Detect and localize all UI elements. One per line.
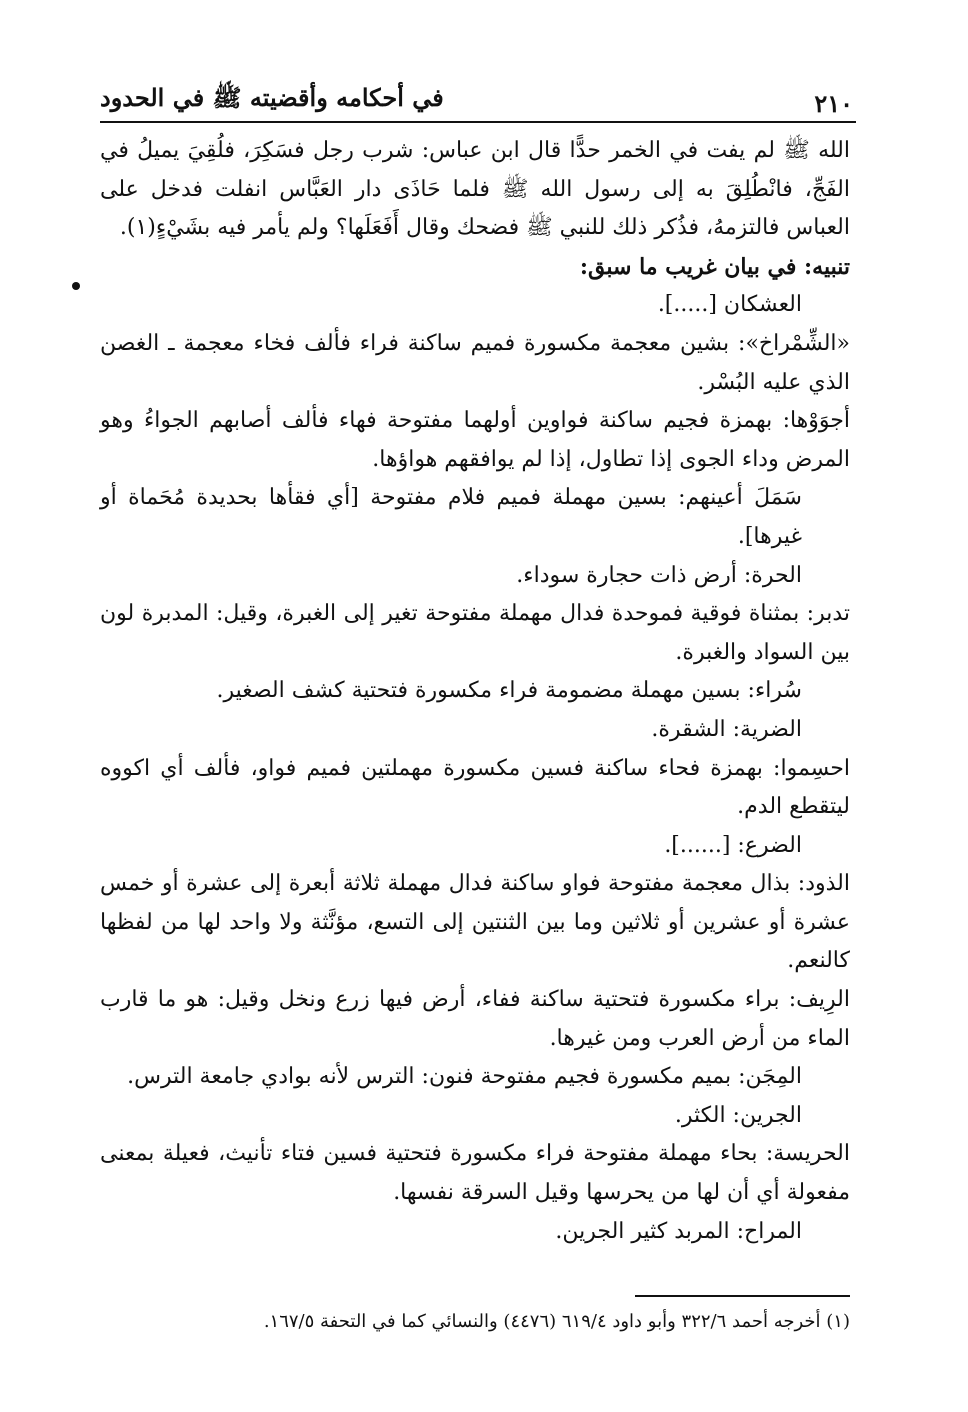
text-line: ذلك للنبي ﷺ فضحك وقال أَفَعَلَها؟ ولم يأمر فيه بشَيْءٍ(١). <box>119 215 648 241</box>
glossary-entry <box>100 1097 850 1136</box>
section-heading: تنبيه: في بيان غريب ما سبق: <box>579 253 850 280</box>
text-line: سَمَلَ أعينهم: بسين مهملة فميم فلام مفتوحة [أي فقأها بحديدة مُحَماة أو غيرها]. <box>100 485 802 549</box>
text-line: عليه البُسْر. <box>697 369 802 395</box>
footnote-rule <box>635 1295 850 1297</box>
text-line: المِجَن: بميم مكسورة فجيم مفتوحة فنون: الترس لأنه بوادي جامعة الترس. <box>127 1064 802 1090</box>
glossary-entry <box>100 479 850 556</box>
margin-dot <box>72 282 80 290</box>
text-line: عشرة أو عشرين أو ثلاثين وما بين الثنتين إلى التسع، مؤنَّثة ولا واحد لها من لفظها كالنعم. <box>100 909 850 974</box>
glossary-entry <box>100 672 850 711</box>
text-line: الماء من أرض العرب ومن غيرها. <box>549 1025 850 1051</box>
glossary-entry <box>100 865 850 981</box>
main-text <box>100 132 850 1251</box>
text-line: الجرين: الكثر. <box>674 1102 802 1128</box>
glossary-entry <box>100 750 850 827</box>
glossary-entry <box>100 1058 850 1097</box>
text-line: احسِموا: بهمزة فحاء ساكنة فسين مكسورة مهملتين فميم فواو، فألف أي اكووه <box>100 755 850 781</box>
text-line: المراح: المربد كثير الجرين. <box>555 1218 802 1244</box>
glossary-entry <box>100 981 850 1058</box>
text-line: الضرع: [......]. <box>664 832 802 858</box>
glossary-entry <box>100 325 850 402</box>
text-line: تدبر: بمثناة فوقية فموحدة فدال مهملة مفتوحة تغير إلى الغبرة، وقيل: المدبرة لون بين <box>100 601 850 665</box>
text-line: الذود: بذال معجمة مفتوحة فواو ساكنة فدال مهملة ثلاثة أبعرة إلى عشرة أو خمس <box>100 871 850 897</box>
glossary-entry <box>100 595 850 672</box>
page-number: ٢١٠ <box>814 89 853 118</box>
text-line: أجوَوْها: بهمزة فجيم ساكنة فواوين أولهما مفتوحة فهاء فألف أصابهم الجواءُ وهو <box>100 408 850 434</box>
paragraph-hadith <box>100 132 850 248</box>
footnote: (١) أخرجه أحمد ٣٢٢/٦ وأبو داود ٦١٩/٤ (٤٤٧٦) والنسائي كما في التحفة ١٦٧/٥. <box>263 1311 850 1332</box>
page-header <box>100 78 853 118</box>
text-line: الرِيف: براء مكسورة فتحتية ساكنة ففاء، أرض فيها زرع ونخل وقيل: هو ما قارب <box>100 987 850 1013</box>
glossary-entry <box>100 286 850 325</box>
text-line: فانْطُلِقَ به إلى رسول الله ﷺ فلما حَاذَى دار العَبَّاس انفلت فدخل على العباس فالتزمهُ، فذُكر <box>100 176 850 241</box>
text-line: سُراء: بسين مهملة مضمومة فراء مكسورة فتحتية كشف الصغير. <box>216 678 802 704</box>
text-line: الضرية: الشقرة. <box>651 716 802 742</box>
text-line: المرض وداء الجوى إذا تطاول، إذا لم يوافقهم هواؤها. <box>372 446 850 472</box>
text-line: «الشِّمْراخ»: بشين معجمة مكسورة فميم ساكنة فراء فألف فخاء معجمة ـ الغصن الذي <box>100 330 850 395</box>
text-line: العشكان [.....]. <box>657 292 802 318</box>
text-line: ليتقطع الدم. <box>737 794 850 820</box>
running-title: في أحكامه وأقضيته ﷺ في الحدود <box>100 83 444 112</box>
text-line: مفعولة أي أن لها من يحرسها وقيل السرقة نفسها. <box>393 1180 850 1206</box>
text-line: الله ﷺ لم يفت في الخمر حدًّا قال ابن عباس: شرب رجل فسَكِرَ، فلُقِيَ يميلُ في الفَجِّ، <box>100 138 850 202</box>
text-line: السواد والغبرة. <box>675 639 814 665</box>
header-rule <box>100 121 856 123</box>
glossary-entry <box>100 1135 850 1212</box>
text-line: الحرة: أرض ذات حجارة سوداء. <box>516 562 802 588</box>
text-line: الحريسة: بحاء مهملة مفتوحة فراء مكسورة فتحتية فسين فتاء تأنيث، فعيلة بمعنى <box>100 1141 850 1167</box>
glossary-entry <box>100 827 850 866</box>
glossary-entry <box>100 1213 850 1252</box>
glossary-entry <box>100 711 850 750</box>
glossary-entry <box>100 557 850 596</box>
glossary-entry <box>100 402 850 479</box>
